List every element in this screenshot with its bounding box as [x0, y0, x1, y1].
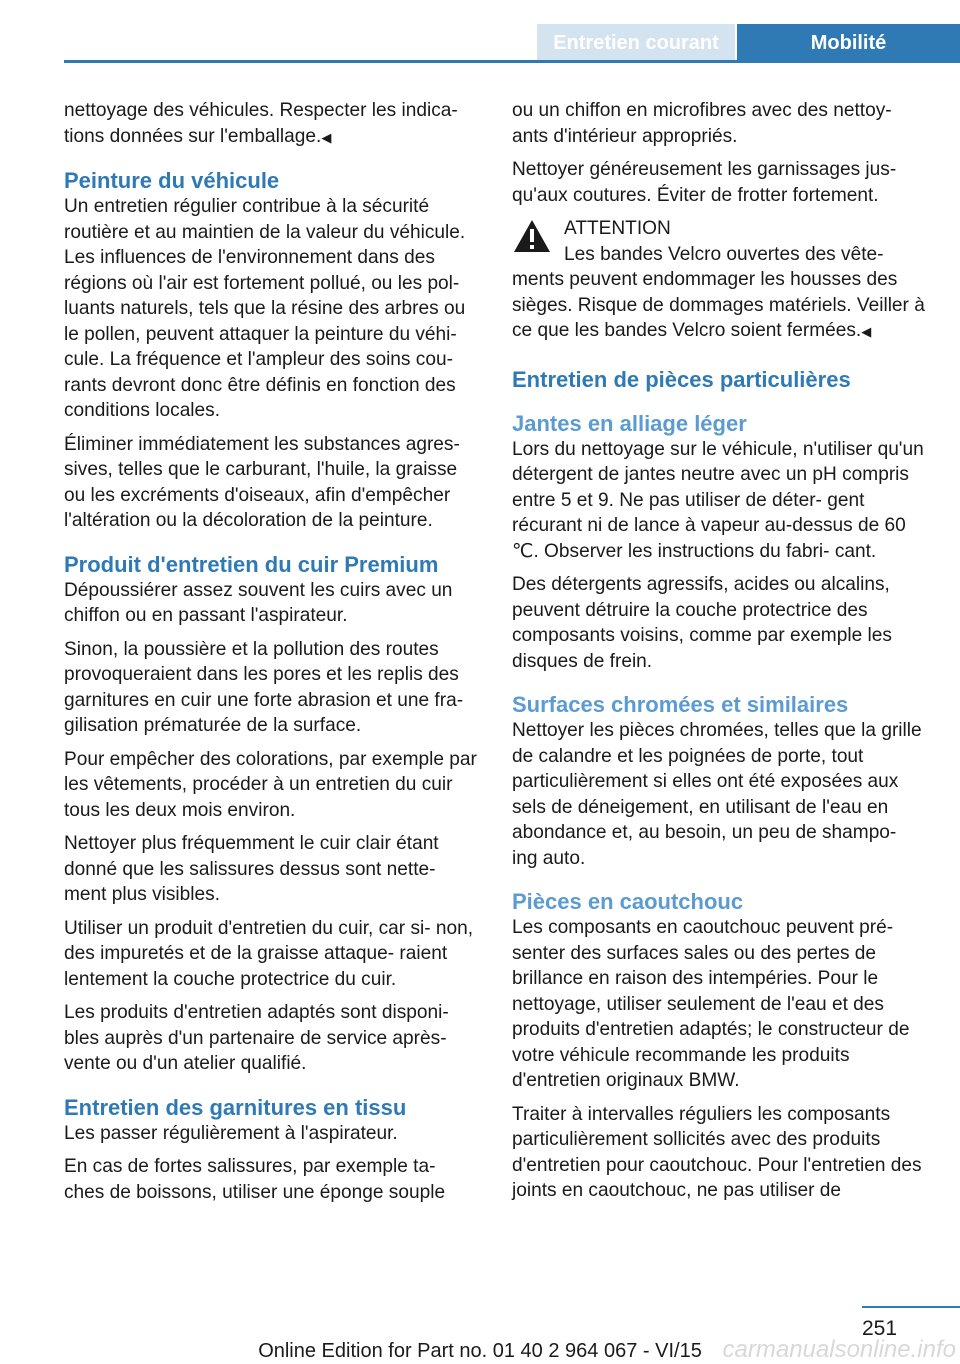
paragraph: Éliminer immédiatement les substances agres- sives, telles que le carburant, l'huile, la graisse ou les excréments d'oiseaux, afin d'empêcher l'altération ou la décoloration de la peinture. [64, 433, 460, 531]
warning-box [512, 216, 927, 345]
right-column [512, 98, 927, 1212]
heading-chrome: Surfaces chromées et similaires [512, 692, 849, 717]
heading-paint: Peinture du véhicule [64, 168, 280, 193]
footer-rule [862, 1306, 960, 1308]
end-mark-icon: ◀ [861, 324, 872, 339]
end-mark-icon: ◀ [321, 129, 332, 145]
paragraph: Nettoyer généreusement les garnissages jus- qu'aux coutures. Éviter de frotter fortement. [512, 159, 897, 206]
paragraph: nettoyage des véhicules. Respecter les indica- tions données sur l'emballage.◀ [64, 100, 458, 147]
paragraph: Les produits d'entretien adaptés sont disponi- bles auprès d'un partenaire de service après- vente ou d'un atelier qualifié. [64, 1002, 449, 1074]
header-chapter-tab: Mobilité [737, 24, 960, 60]
heading-parts: Entretien de pièces particulières [512, 366, 851, 392]
paragraph: Des détergents agressifs, acides ou alcalins, peuvent détruire la couche protectrice des composants voisins, comme par exemple les disques de frein. [512, 574, 892, 672]
paragraph: Pour empêcher des colorations, par exemple par les vêtements, procéder à un entretien du cuir tous les deux mois environ. [64, 748, 477, 821]
paragraph: En cas de fortes salissures, par exemple ta- ches de boissons, utiliser une éponge souple [64, 1156, 446, 1203]
page-number: 251 [862, 1317, 898, 1340]
heading-rubber: Pièces en caoutchouc [512, 889, 744, 914]
paragraph: ou un chiffon en microfibres avec des nettoy- ants d'intérieur appropriés. [512, 100, 892, 147]
paragraph: Utiliser un produit d'entretien du cuir, car si- non, des impuretés et de la graisse attaque- raient lentement la couche protectrice du cuir. [64, 917, 474, 990]
edition-footer: Online Edition for Part no. 01 40 2 964 067 - VI/15 [258, 1340, 702, 1362]
paragraph: Nettoyer plus fréquemment le cuir clair étant donné que les salissures dessus sont nette- ment plus visibles. [64, 833, 439, 905]
paragraph: Les composants en caoutchouc peuvent pré- senter des surfaces sales ou des pertes de brillance en raison des intempéries. Pour le nettoyage, utiliser seulement de l'eau et des produits d'entretien adaptés; le constructeur de votre véhicule recommande les produits d'entretien originaux BMW. [512, 917, 910, 1091]
paragraph: Sinon, la poussière et la pollution des routes provoqueraient dans les pores et les replis des garnitures en cuir une forte abrasion et une fra- gilisation prématurée de la surface. [64, 638, 464, 736]
paragraph: Les passer régulièrement à l'aspirateur. [64, 1122, 398, 1144]
paragraph: Traiter à intervalles réguliers les composants particulièrement sollicités avec des produits d'entretien pour caoutchouc. Pour l'entretien des joints en caoutchouc, ne pas utiliser de [512, 1103, 922, 1201]
heading-alloy: Jantes en alliage léger [512, 410, 747, 436]
watermark: carmanualsonline.info [722, 1336, 956, 1363]
paragraph: Lors du nettoyage sur le véhicule, n'utiliser qu'un détergent de jantes neutre avec un pH compris entre 5 et 9. Ne pas utiliser de déter- gent récurant ni de lance à vapeur au-dessus de 60 ℃. Observer les instructions du fabri- cant. [512, 438, 924, 562]
header-rule [64, 60, 960, 63]
warning-title: ATTENTION [564, 218, 671, 239]
header-section-tab: Entretien courant [537, 24, 735, 60]
paragraph: Un entretien régulier contribue à la sécurité routière et au maintien de la valeur du véhicule. Les influences de l'environnement dans des régions où l'air est fortement pollué, ou les pol- luants naturels, tels que la résine des arbres ou le pollen, peuvent attaquer la peinture du véhi- cule. La fréquence et l'ampleur des soins cou- rants devront donc être définis en fonction des conditions locales. [64, 196, 466, 421]
paragraph: Nettoyer les pièces chromées, telles que la grille de calandre et les poignées de porte, tout particulièrement si elles ont été exposées aux sels de déneigement, en utilisant de l'eau en abondance et, au besoin, un peu de shampo- ing auto. [512, 720, 922, 869]
warning-first-line: Les bandes Velcro ouvertes des vête- [564, 243, 884, 265]
heading-fabric: Entretien des garnitures en tissu [64, 1094, 407, 1120]
warning-text: ments peuvent endommager les housses des sièges. Risque de dommages matériels. Veiller à ce que les bandes Velcro soient fermées.◀ [512, 269, 925, 341]
warning-triangle-icon [512, 218, 552, 254]
heading-leather: Produit d'entretien du cuir Premium [64, 551, 439, 577]
paragraph: Dépoussiérer assez souvent les cuirs avec un chiffon ou en passant l'aspirateur. [64, 579, 453, 626]
left-column [64, 98, 479, 1213]
